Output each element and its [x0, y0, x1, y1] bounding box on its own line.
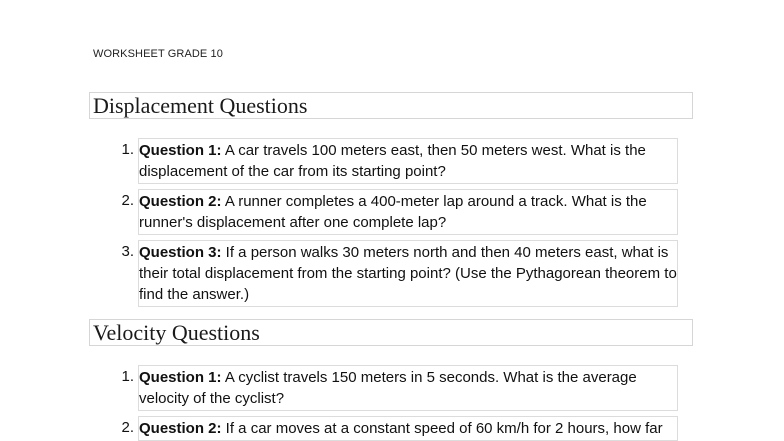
question-label: Question 2:	[139, 193, 222, 210]
question-body: A runner completes a 400-meter lap around a track. What is the runner's displacement after one complete lap?	[139, 193, 647, 231]
question-text	[138, 138, 678, 184]
question-body: If a person walks 30 meters north and then 40 meters east, what is their total displacement from the starting point? (Use the Pythagorean theorem to find the answer.)	[139, 244, 677, 303]
question-list-velocity	[110, 365, 680, 441]
section-heading-velocity: Velocity Questions	[89, 319, 693, 346]
list-number: 3.	[121, 243, 134, 260]
question-body: A car travels 100 meters east, then 50 meters west. What is the displacement of the car from its starting point?	[139, 142, 646, 180]
question-label: Question 1:	[139, 142, 222, 159]
question-body: If a car moves at a constant speed of 60 km/h for 2 hours, how far	[221, 420, 663, 437]
question-label: Question 2:	[139, 420, 222, 437]
worksheet-title: WORKSHEET GRADE 10	[93, 48, 223, 60]
section-heading-displacement: Displacement Questions	[89, 92, 693, 119]
question-list-displacement	[110, 138, 680, 302]
list-number: 1.	[121, 141, 134, 158]
question-text	[138, 189, 678, 235]
list-item	[110, 138, 680, 184]
question-text	[138, 365, 678, 411]
question-label: Question 1:	[139, 369, 222, 386]
question-text	[138, 416, 678, 441]
list-number: 2.	[121, 192, 134, 209]
list-item	[110, 365, 680, 411]
list-item	[110, 416, 680, 441]
list-item	[110, 189, 680, 235]
question-label: Question 3:	[139, 244, 222, 261]
list-number: 2.	[121, 419, 134, 436]
question-text	[138, 240, 678, 307]
question-body: A cyclist travels 150 meters in 5 seconds. What is the average velocity of the cyclist?	[139, 369, 637, 407]
list-item	[110, 240, 680, 307]
list-number: 1.	[121, 368, 134, 385]
